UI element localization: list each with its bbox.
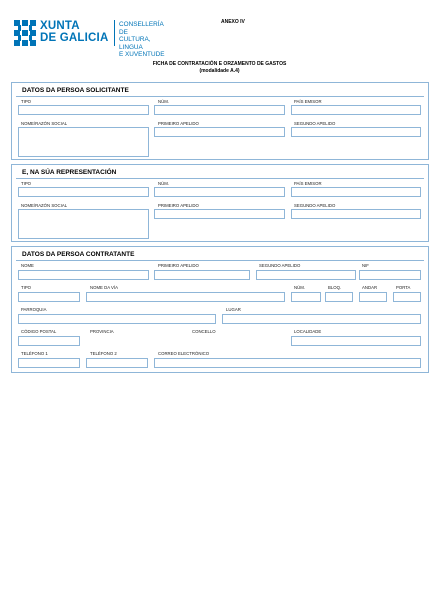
input-lugar[interactable] <box>222 314 421 324</box>
label-nome: NOME <box>21 263 34 268</box>
input-tel1[interactable] <box>18 358 80 368</box>
label-nif: NIF <box>362 263 369 268</box>
xunta-logo <box>14 20 169 59</box>
xunta-emblem-icon <box>14 20 36 46</box>
input-num[interactable] <box>154 187 285 197</box>
label-nome: NOME/RAZÓN SOCIAL <box>21 121 68 126</box>
input-andar[interactable] <box>359 292 387 302</box>
label-apelido2: SEGUNDO APELIDO <box>294 203 336 208</box>
label-pais: PAÍS EMISOR <box>294 99 322 104</box>
input-apelido2[interactable] <box>291 209 421 219</box>
label-cp: CÓDIGO POSTAL <box>21 329 57 334</box>
logo-text-xunta: XUNTA <box>40 20 80 32</box>
label-apelido2: SEGUNDO APELIDO <box>259 263 301 268</box>
label-num: NÚM. <box>158 181 169 186</box>
input-parroquia[interactable] <box>18 314 216 324</box>
label-apelido1: PRIMEIRO APELIDO <box>158 263 199 268</box>
label-nome: NOME/RAZÓN SOCIAL <box>21 203 68 208</box>
label-tipo: TIPO <box>21 285 32 290</box>
form-title: FICHA DE CONTRATACIÓN E ORZAMENTO DE GASTOS (modalidade A.4) <box>152 61 287 74</box>
input-tipo[interactable] <box>18 105 149 115</box>
divider <box>16 96 424 97</box>
input-num[interactable] <box>291 292 321 302</box>
label-parroquia: PARROQUIA <box>21 307 47 312</box>
input-nome[interactable] <box>18 209 149 239</box>
divider <box>16 260 424 261</box>
label-tipo: TIPO <box>21 99 32 104</box>
label-nome-via: NOME DA VÍA <box>90 285 118 290</box>
input-pais[interactable] <box>291 187 421 197</box>
label-email: CORREO ELECTRÓNICO <box>158 351 210 356</box>
label-lugar: LUGAR <box>226 307 241 312</box>
label-apelido1: PRIMEIRO APELIDO <box>158 121 199 126</box>
input-bloq[interactable] <box>325 292 353 302</box>
label-apelido1: PRIMEIRO APELIDO <box>158 203 199 208</box>
label-pais: PAÍS EMISOR <box>294 181 322 186</box>
label-bloq: BLOQ. <box>328 285 342 290</box>
input-nome-via[interactable] <box>86 292 285 302</box>
label-tel1: TELÉFONO 1 <box>21 351 48 356</box>
input-nome[interactable] <box>18 270 149 280</box>
input-email[interactable] <box>154 358 421 368</box>
section-solicitante <box>11 82 429 160</box>
divider <box>16 178 424 179</box>
label-localidade: LOCALIDADE <box>294 329 322 334</box>
label-num: NÚM. <box>158 99 169 104</box>
input-apelido2[interactable] <box>291 127 421 137</box>
label-porta: PORTA <box>396 285 411 290</box>
input-nif[interactable] <box>359 270 421 280</box>
input-localidade[interactable] <box>291 336 421 346</box>
input-nome[interactable] <box>18 127 149 157</box>
input-tipo[interactable] <box>18 292 80 302</box>
section-representacion <box>11 164 429 242</box>
section-title: E, NA SÚA REPRESENTACIÓN <box>22 169 117 176</box>
label-concello: CONCELLO <box>192 329 216 334</box>
section-contratante <box>11 246 429 373</box>
input-apelido2[interactable] <box>256 270 356 280</box>
label-tel2: TELÉFONO 2 <box>90 351 117 356</box>
logo-text-galicia: DE GALICIA <box>40 32 109 44</box>
input-porta[interactable] <box>393 292 421 302</box>
section-title: DATOS DA PERSOA CONTRATANTE <box>22 251 135 258</box>
input-tel2[interactable] <box>86 358 148 368</box>
label-tipo: TIPO <box>21 181 32 186</box>
input-apelido1[interactable] <box>154 270 250 280</box>
label-apelido2: SEGUNDO APELIDO <box>294 121 336 126</box>
label-provincia: PROVINCIA <box>90 329 114 334</box>
label-num: NÚM. <box>294 285 305 290</box>
anexo-label: ANEXO IV <box>221 19 245 25</box>
input-apelido1[interactable] <box>154 127 285 137</box>
section-title: DATOS DA PERSOA SOLICITANTE <box>22 87 129 94</box>
label-andar: ANDAR <box>362 285 378 290</box>
input-pais[interactable] <box>291 105 421 115</box>
input-tipo[interactable] <box>18 187 149 197</box>
logo-separator <box>114 20 115 46</box>
input-cp[interactable] <box>18 336 80 346</box>
input-apelido1[interactable] <box>154 209 285 219</box>
department-name: CONSELLERÍA DE CULTURA, LINGUA E XUVENTUDE <box>119 21 165 59</box>
input-num[interactable] <box>154 105 285 115</box>
